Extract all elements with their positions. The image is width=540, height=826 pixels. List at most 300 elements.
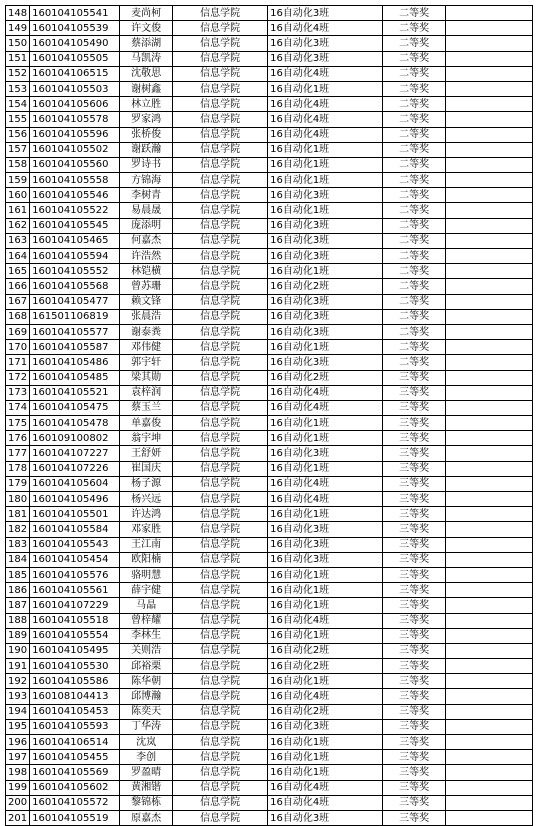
table-row bbox=[6, 36, 533, 51]
class-name: 16自动化4班 bbox=[268, 613, 383, 628]
table-row bbox=[6, 583, 533, 598]
empty-cell bbox=[446, 598, 533, 613]
department: 信息学院 bbox=[173, 51, 268, 66]
award-level: 三等奖 bbox=[383, 400, 446, 415]
department: 信息学院 bbox=[173, 628, 268, 643]
row-number: 169 bbox=[6, 324, 30, 339]
empty-cell bbox=[446, 81, 533, 96]
class-name: 16自动化2班 bbox=[268, 370, 383, 385]
department: 信息学院 bbox=[173, 97, 268, 112]
student-name: 邓伟健 bbox=[120, 340, 173, 355]
empty-cell bbox=[446, 628, 533, 643]
row-number: 183 bbox=[6, 537, 30, 552]
student-name: 杨兴远 bbox=[120, 492, 173, 507]
student-id: 160104105530 bbox=[30, 659, 120, 674]
student-name: 罗盈晴 bbox=[120, 765, 173, 780]
table-row bbox=[6, 446, 533, 461]
department: 信息学院 bbox=[173, 249, 268, 264]
student-name: 郭宇轩 bbox=[120, 355, 173, 370]
empty-cell bbox=[446, 400, 533, 415]
student-name: 谢泰粪 bbox=[120, 324, 173, 339]
table-row bbox=[6, 628, 533, 643]
student-name: 许达鸿 bbox=[120, 507, 173, 522]
row-number: 201 bbox=[6, 810, 30, 825]
empty-cell bbox=[446, 446, 533, 461]
department: 信息学院 bbox=[173, 780, 268, 795]
row-number: 199 bbox=[6, 780, 30, 795]
department: 信息学院 bbox=[173, 704, 268, 719]
row-number: 173 bbox=[6, 385, 30, 400]
student-name: 曾苏珊 bbox=[120, 279, 173, 294]
department: 信息学院 bbox=[173, 203, 268, 218]
award-level: 三等奖 bbox=[383, 735, 446, 750]
class-name: 16自动化4班 bbox=[268, 385, 383, 400]
student-id: 160104105576 bbox=[30, 567, 120, 582]
department: 信息学院 bbox=[173, 598, 268, 613]
department: 信息学院 bbox=[173, 127, 268, 142]
student-id: 160104105475 bbox=[30, 400, 120, 415]
student-id: 160104105602 bbox=[30, 780, 120, 795]
class-name: 16自动化3班 bbox=[268, 355, 383, 370]
student-name: 李创 bbox=[120, 750, 173, 765]
row-number: 176 bbox=[6, 431, 30, 446]
award-level: 三等奖 bbox=[383, 416, 446, 431]
department: 信息学院 bbox=[173, 355, 268, 370]
row-number: 181 bbox=[6, 507, 30, 522]
row-number: 153 bbox=[6, 81, 30, 96]
student-id: 160104105453 bbox=[30, 704, 120, 719]
class-name: 16自动化1班 bbox=[268, 750, 383, 765]
empty-cell bbox=[446, 583, 533, 598]
award-level: 三等奖 bbox=[383, 613, 446, 628]
award-list-body bbox=[6, 6, 533, 826]
award-level: 三等奖 bbox=[383, 522, 446, 537]
student-id: 160104105539 bbox=[30, 21, 120, 36]
student-name: 杨子源 bbox=[120, 476, 173, 491]
empty-cell bbox=[446, 795, 533, 810]
table-row bbox=[6, 552, 533, 567]
student-name: 方锦海 bbox=[120, 173, 173, 188]
empty-cell bbox=[446, 112, 533, 127]
table-row bbox=[6, 340, 533, 355]
row-number: 160 bbox=[6, 188, 30, 203]
student-id: 160104105546 bbox=[30, 188, 120, 203]
student-name: 邱裕栗 bbox=[120, 659, 173, 674]
department: 信息学院 bbox=[173, 735, 268, 750]
department: 信息学院 bbox=[173, 643, 268, 658]
table-row bbox=[6, 21, 533, 36]
row-number: 172 bbox=[6, 370, 30, 385]
empty-cell bbox=[446, 689, 533, 704]
table-row bbox=[6, 400, 533, 415]
row-number: 198 bbox=[6, 765, 30, 780]
empty-cell bbox=[446, 674, 533, 689]
table-row bbox=[6, 66, 533, 81]
class-name: 16自动化1班 bbox=[268, 431, 383, 446]
student-name: 何嘉杰 bbox=[120, 233, 173, 248]
award-level: 三等奖 bbox=[383, 628, 446, 643]
award-level: 二等奖 bbox=[383, 324, 446, 339]
table-row bbox=[6, 324, 533, 339]
department: 信息学院 bbox=[173, 537, 268, 552]
department: 信息学院 bbox=[173, 416, 268, 431]
table-row bbox=[6, 567, 533, 582]
award-level: 三等奖 bbox=[383, 492, 446, 507]
row-number: 177 bbox=[6, 446, 30, 461]
student-name: 林铠横 bbox=[120, 264, 173, 279]
student-id: 160104105478 bbox=[30, 416, 120, 431]
row-number: 188 bbox=[6, 613, 30, 628]
award-level: 二等奖 bbox=[383, 264, 446, 279]
award-level: 二等奖 bbox=[383, 6, 446, 21]
student-id: 160104105578 bbox=[30, 112, 120, 127]
department: 信息学院 bbox=[173, 6, 268, 21]
row-number: 155 bbox=[6, 112, 30, 127]
empty-cell bbox=[446, 51, 533, 66]
row-number: 157 bbox=[6, 142, 30, 157]
award-level: 三等奖 bbox=[383, 765, 446, 780]
class-name: 16自动化2班 bbox=[268, 279, 383, 294]
class-name: 16自动化4班 bbox=[268, 97, 383, 112]
student-id: 160104107226 bbox=[30, 461, 120, 476]
student-id: 160104105486 bbox=[30, 355, 120, 370]
student-id: 160104105477 bbox=[30, 294, 120, 309]
student-name: 张桥俊 bbox=[120, 127, 173, 142]
student-id: 160104105496 bbox=[30, 492, 120, 507]
row-number: 196 bbox=[6, 735, 30, 750]
empty-cell bbox=[446, 492, 533, 507]
class-name: 16自动化4班 bbox=[268, 795, 383, 810]
department: 信息学院 bbox=[173, 492, 268, 507]
class-name: 16自动化4班 bbox=[268, 127, 383, 142]
student-id: 160104105505 bbox=[30, 51, 120, 66]
department: 信息学院 bbox=[173, 400, 268, 415]
empty-cell bbox=[446, 142, 533, 157]
class-name: 16自动化4班 bbox=[268, 66, 383, 81]
award-level: 二等奖 bbox=[383, 355, 446, 370]
table-row bbox=[6, 173, 533, 188]
student-name: 易晨晟 bbox=[120, 203, 173, 218]
award-level: 二等奖 bbox=[383, 203, 446, 218]
row-number: 190 bbox=[6, 643, 30, 658]
table-row bbox=[6, 507, 533, 522]
row-number: 184 bbox=[6, 552, 30, 567]
student-id: 160104105522 bbox=[30, 203, 120, 218]
class-name: 16自动化3班 bbox=[268, 294, 383, 309]
empty-cell bbox=[446, 704, 533, 719]
student-id: 160104105554 bbox=[30, 628, 120, 643]
class-name: 16自动化3班 bbox=[268, 218, 383, 233]
department: 信息学院 bbox=[173, 795, 268, 810]
department: 信息学院 bbox=[173, 674, 268, 689]
row-number: 164 bbox=[6, 249, 30, 264]
empty-cell bbox=[446, 294, 533, 309]
table-row bbox=[6, 249, 533, 264]
row-number: 178 bbox=[6, 461, 30, 476]
row-number: 151 bbox=[6, 51, 30, 66]
department: 信息学院 bbox=[173, 431, 268, 446]
row-number: 179 bbox=[6, 476, 30, 491]
student-id: 160104105593 bbox=[30, 719, 120, 734]
student-name: 王舒妍 bbox=[120, 446, 173, 461]
student-id: 160104105503 bbox=[30, 81, 120, 96]
class-name: 16自动化1班 bbox=[268, 203, 383, 218]
table-row bbox=[6, 355, 533, 370]
table-row bbox=[6, 522, 533, 537]
class-name: 16自动化1班 bbox=[268, 765, 383, 780]
empty-cell bbox=[446, 507, 533, 522]
table-row bbox=[6, 476, 533, 491]
student-name: 骆明慧 bbox=[120, 567, 173, 582]
row-number: 174 bbox=[6, 400, 30, 415]
row-number: 165 bbox=[6, 264, 30, 279]
row-number: 195 bbox=[6, 719, 30, 734]
class-name: 16自动化4班 bbox=[268, 21, 383, 36]
table-row bbox=[6, 795, 533, 810]
student-name: 王江南 bbox=[120, 537, 173, 552]
student-id: 160104105485 bbox=[30, 370, 120, 385]
department: 信息学院 bbox=[173, 385, 268, 400]
row-number: 162 bbox=[6, 218, 30, 233]
department: 信息学院 bbox=[173, 218, 268, 233]
student-id: 160104105501 bbox=[30, 507, 120, 522]
student-name: 崔国庆 bbox=[120, 461, 173, 476]
empty-cell bbox=[446, 659, 533, 674]
award-level: 二等奖 bbox=[383, 340, 446, 355]
row-number: 187 bbox=[6, 598, 30, 613]
table-row bbox=[6, 112, 533, 127]
table-row bbox=[6, 127, 533, 142]
award-level: 三等奖 bbox=[383, 446, 446, 461]
row-number: 149 bbox=[6, 21, 30, 36]
table-row bbox=[6, 537, 533, 552]
class-name: 16自动化3班 bbox=[268, 188, 383, 203]
student-id: 160104105572 bbox=[30, 795, 120, 810]
student-name: 许浩然 bbox=[120, 249, 173, 264]
row-number: 152 bbox=[6, 66, 30, 81]
class-name: 16自动化1班 bbox=[268, 567, 383, 582]
table-row bbox=[6, 735, 533, 750]
student-name: 袁梓润 bbox=[120, 385, 173, 400]
student-name: 陈奕天 bbox=[120, 704, 173, 719]
row-number: 193 bbox=[6, 689, 30, 704]
award-level: 三等奖 bbox=[383, 507, 446, 522]
row-number: 186 bbox=[6, 583, 30, 598]
award-level: 三等奖 bbox=[383, 552, 446, 567]
empty-cell bbox=[446, 522, 533, 537]
student-name: 邱博瀚 bbox=[120, 689, 173, 704]
class-name: 16自动化1班 bbox=[268, 416, 383, 431]
student-id: 160104105604 bbox=[30, 476, 120, 491]
table-row bbox=[6, 461, 533, 476]
department: 信息学院 bbox=[173, 36, 268, 51]
award-level: 三等奖 bbox=[383, 750, 446, 765]
class-name: 16自动化1班 bbox=[268, 157, 383, 172]
class-name: 16自动化3班 bbox=[268, 324, 383, 339]
table-row bbox=[6, 81, 533, 96]
award-level: 二等奖 bbox=[383, 51, 446, 66]
award-level: 三等奖 bbox=[383, 659, 446, 674]
row-number: 171 bbox=[6, 355, 30, 370]
student-name: 沈敬思 bbox=[120, 66, 173, 81]
empty-cell bbox=[446, 537, 533, 552]
student-name: 单嘉俊 bbox=[120, 416, 173, 431]
table-row bbox=[6, 689, 533, 704]
student-id: 160104105543 bbox=[30, 537, 120, 552]
award-level: 三等奖 bbox=[383, 431, 446, 446]
award-level: 三等奖 bbox=[383, 598, 446, 613]
student-id: 160104105490 bbox=[30, 36, 120, 51]
student-id: 160104105561 bbox=[30, 583, 120, 598]
class-name: 16自动化1班 bbox=[268, 674, 383, 689]
student-id: 160104105558 bbox=[30, 173, 120, 188]
department: 信息学院 bbox=[173, 613, 268, 628]
department: 信息学院 bbox=[173, 552, 268, 567]
student-name: 梁其勋 bbox=[120, 370, 173, 385]
row-number: 200 bbox=[6, 795, 30, 810]
empty-cell bbox=[446, 765, 533, 780]
award-level: 二等奖 bbox=[383, 21, 446, 36]
department: 信息学院 bbox=[173, 21, 268, 36]
empty-cell bbox=[446, 97, 533, 112]
class-name: 16自动化1班 bbox=[268, 507, 383, 522]
class-name: 16自动化1班 bbox=[268, 81, 383, 96]
table-row bbox=[6, 659, 533, 674]
student-name: 赖文锋 bbox=[120, 294, 173, 309]
row-number: 154 bbox=[6, 97, 30, 112]
student-name: 张晨浩 bbox=[120, 309, 173, 324]
award-level: 二等奖 bbox=[383, 36, 446, 51]
class-name: 16自动化2班 bbox=[268, 643, 383, 658]
award-level: 二等奖 bbox=[383, 112, 446, 127]
student-id: 160104105569 bbox=[30, 765, 120, 780]
table-row bbox=[6, 233, 533, 248]
class-name: 16自动化1班 bbox=[268, 598, 383, 613]
award-level: 三等奖 bbox=[383, 461, 446, 476]
class-name: 16自动化3班 bbox=[268, 552, 383, 567]
class-name: 16自动化1班 bbox=[268, 628, 383, 643]
table-row bbox=[6, 431, 533, 446]
class-name: 16自动化1班 bbox=[268, 583, 383, 598]
class-name: 16自动化4班 bbox=[268, 112, 383, 127]
student-name: 黎锦栋 bbox=[120, 795, 173, 810]
student-id: 160104105495 bbox=[30, 643, 120, 658]
student-id: 160104105577 bbox=[30, 324, 120, 339]
award-level: 三等奖 bbox=[383, 385, 446, 400]
award-level: 三等奖 bbox=[383, 795, 446, 810]
student-id: 160104105541 bbox=[30, 6, 120, 21]
table-row bbox=[6, 492, 533, 507]
row-number: 170 bbox=[6, 340, 30, 355]
row-number: 166 bbox=[6, 279, 30, 294]
award-level: 三等奖 bbox=[383, 643, 446, 658]
department: 信息学院 bbox=[173, 750, 268, 765]
row-number: 180 bbox=[6, 492, 30, 507]
row-number: 167 bbox=[6, 294, 30, 309]
table-row bbox=[6, 203, 533, 218]
award-level: 二等奖 bbox=[383, 294, 446, 309]
class-name: 16自动化3班 bbox=[268, 6, 383, 21]
table-row bbox=[6, 157, 533, 172]
department: 信息学院 bbox=[173, 370, 268, 385]
department: 信息学院 bbox=[173, 173, 268, 188]
award-level: 二等奖 bbox=[383, 97, 446, 112]
class-name: 16自动化3班 bbox=[268, 309, 383, 324]
class-name: 16自动化2班 bbox=[268, 704, 383, 719]
student-name: 翁宇坤 bbox=[120, 431, 173, 446]
row-number: 148 bbox=[6, 6, 30, 21]
empty-cell bbox=[446, 416, 533, 431]
student-name: 蔡添湖 bbox=[120, 36, 173, 51]
department: 信息学院 bbox=[173, 142, 268, 157]
row-number: 192 bbox=[6, 674, 30, 689]
student-name: 关则浩 bbox=[120, 643, 173, 658]
student-name: 丁华涛 bbox=[120, 719, 173, 734]
student-id: 160104105518 bbox=[30, 613, 120, 628]
department: 信息学院 bbox=[173, 294, 268, 309]
department: 信息学院 bbox=[173, 446, 268, 461]
student-name: 马晶 bbox=[120, 598, 173, 613]
student-id: 160104105596 bbox=[30, 127, 120, 142]
department: 信息学院 bbox=[173, 810, 268, 825]
table-row bbox=[6, 51, 533, 66]
empty-cell bbox=[446, 567, 533, 582]
department: 信息学院 bbox=[173, 264, 268, 279]
class-name: 16自动化3班 bbox=[268, 537, 383, 552]
empty-cell bbox=[446, 552, 533, 567]
award-level: 二等奖 bbox=[383, 157, 446, 172]
department: 信息学院 bbox=[173, 659, 268, 674]
award-level: 三等奖 bbox=[383, 537, 446, 552]
student-name: 原嘉杰 bbox=[120, 810, 173, 825]
department: 信息学院 bbox=[173, 112, 268, 127]
student-name: 谢树鑫 bbox=[120, 81, 173, 96]
table-row bbox=[6, 279, 533, 294]
student-name: 陈华朝 bbox=[120, 674, 173, 689]
empty-cell bbox=[446, 173, 533, 188]
student-name: 谢跃瀚 bbox=[120, 142, 173, 157]
student-id: 160104106514 bbox=[30, 735, 120, 750]
row-number: 156 bbox=[6, 127, 30, 142]
empty-cell bbox=[446, 810, 533, 825]
row-number: 175 bbox=[6, 416, 30, 431]
student-id: 160104105455 bbox=[30, 750, 120, 765]
student-id: 160104105545 bbox=[30, 218, 120, 233]
row-number: 194 bbox=[6, 704, 30, 719]
award-level: 二等奖 bbox=[383, 249, 446, 264]
class-name: 16自动化4班 bbox=[268, 492, 383, 507]
table-row bbox=[6, 6, 533, 21]
class-name: 16自动化1班 bbox=[268, 142, 383, 157]
award-level: 二等奖 bbox=[383, 218, 446, 233]
department: 信息学院 bbox=[173, 476, 268, 491]
table-row bbox=[6, 385, 533, 400]
student-name: 李树青 bbox=[120, 188, 173, 203]
class-name: 16自动化3班 bbox=[268, 446, 383, 461]
class-name: 16自动化3班 bbox=[268, 249, 383, 264]
class-name: 16自动化3班 bbox=[268, 522, 383, 537]
department: 信息学院 bbox=[173, 66, 268, 81]
row-number: 182 bbox=[6, 522, 30, 537]
table-row bbox=[6, 97, 533, 112]
department: 信息学院 bbox=[173, 689, 268, 704]
award-level: 三等奖 bbox=[383, 704, 446, 719]
award-level: 二等奖 bbox=[383, 81, 446, 96]
table-row bbox=[6, 810, 533, 825]
class-name: 16自动化3班 bbox=[268, 233, 383, 248]
table-row bbox=[6, 218, 533, 233]
empty-cell bbox=[446, 279, 533, 294]
